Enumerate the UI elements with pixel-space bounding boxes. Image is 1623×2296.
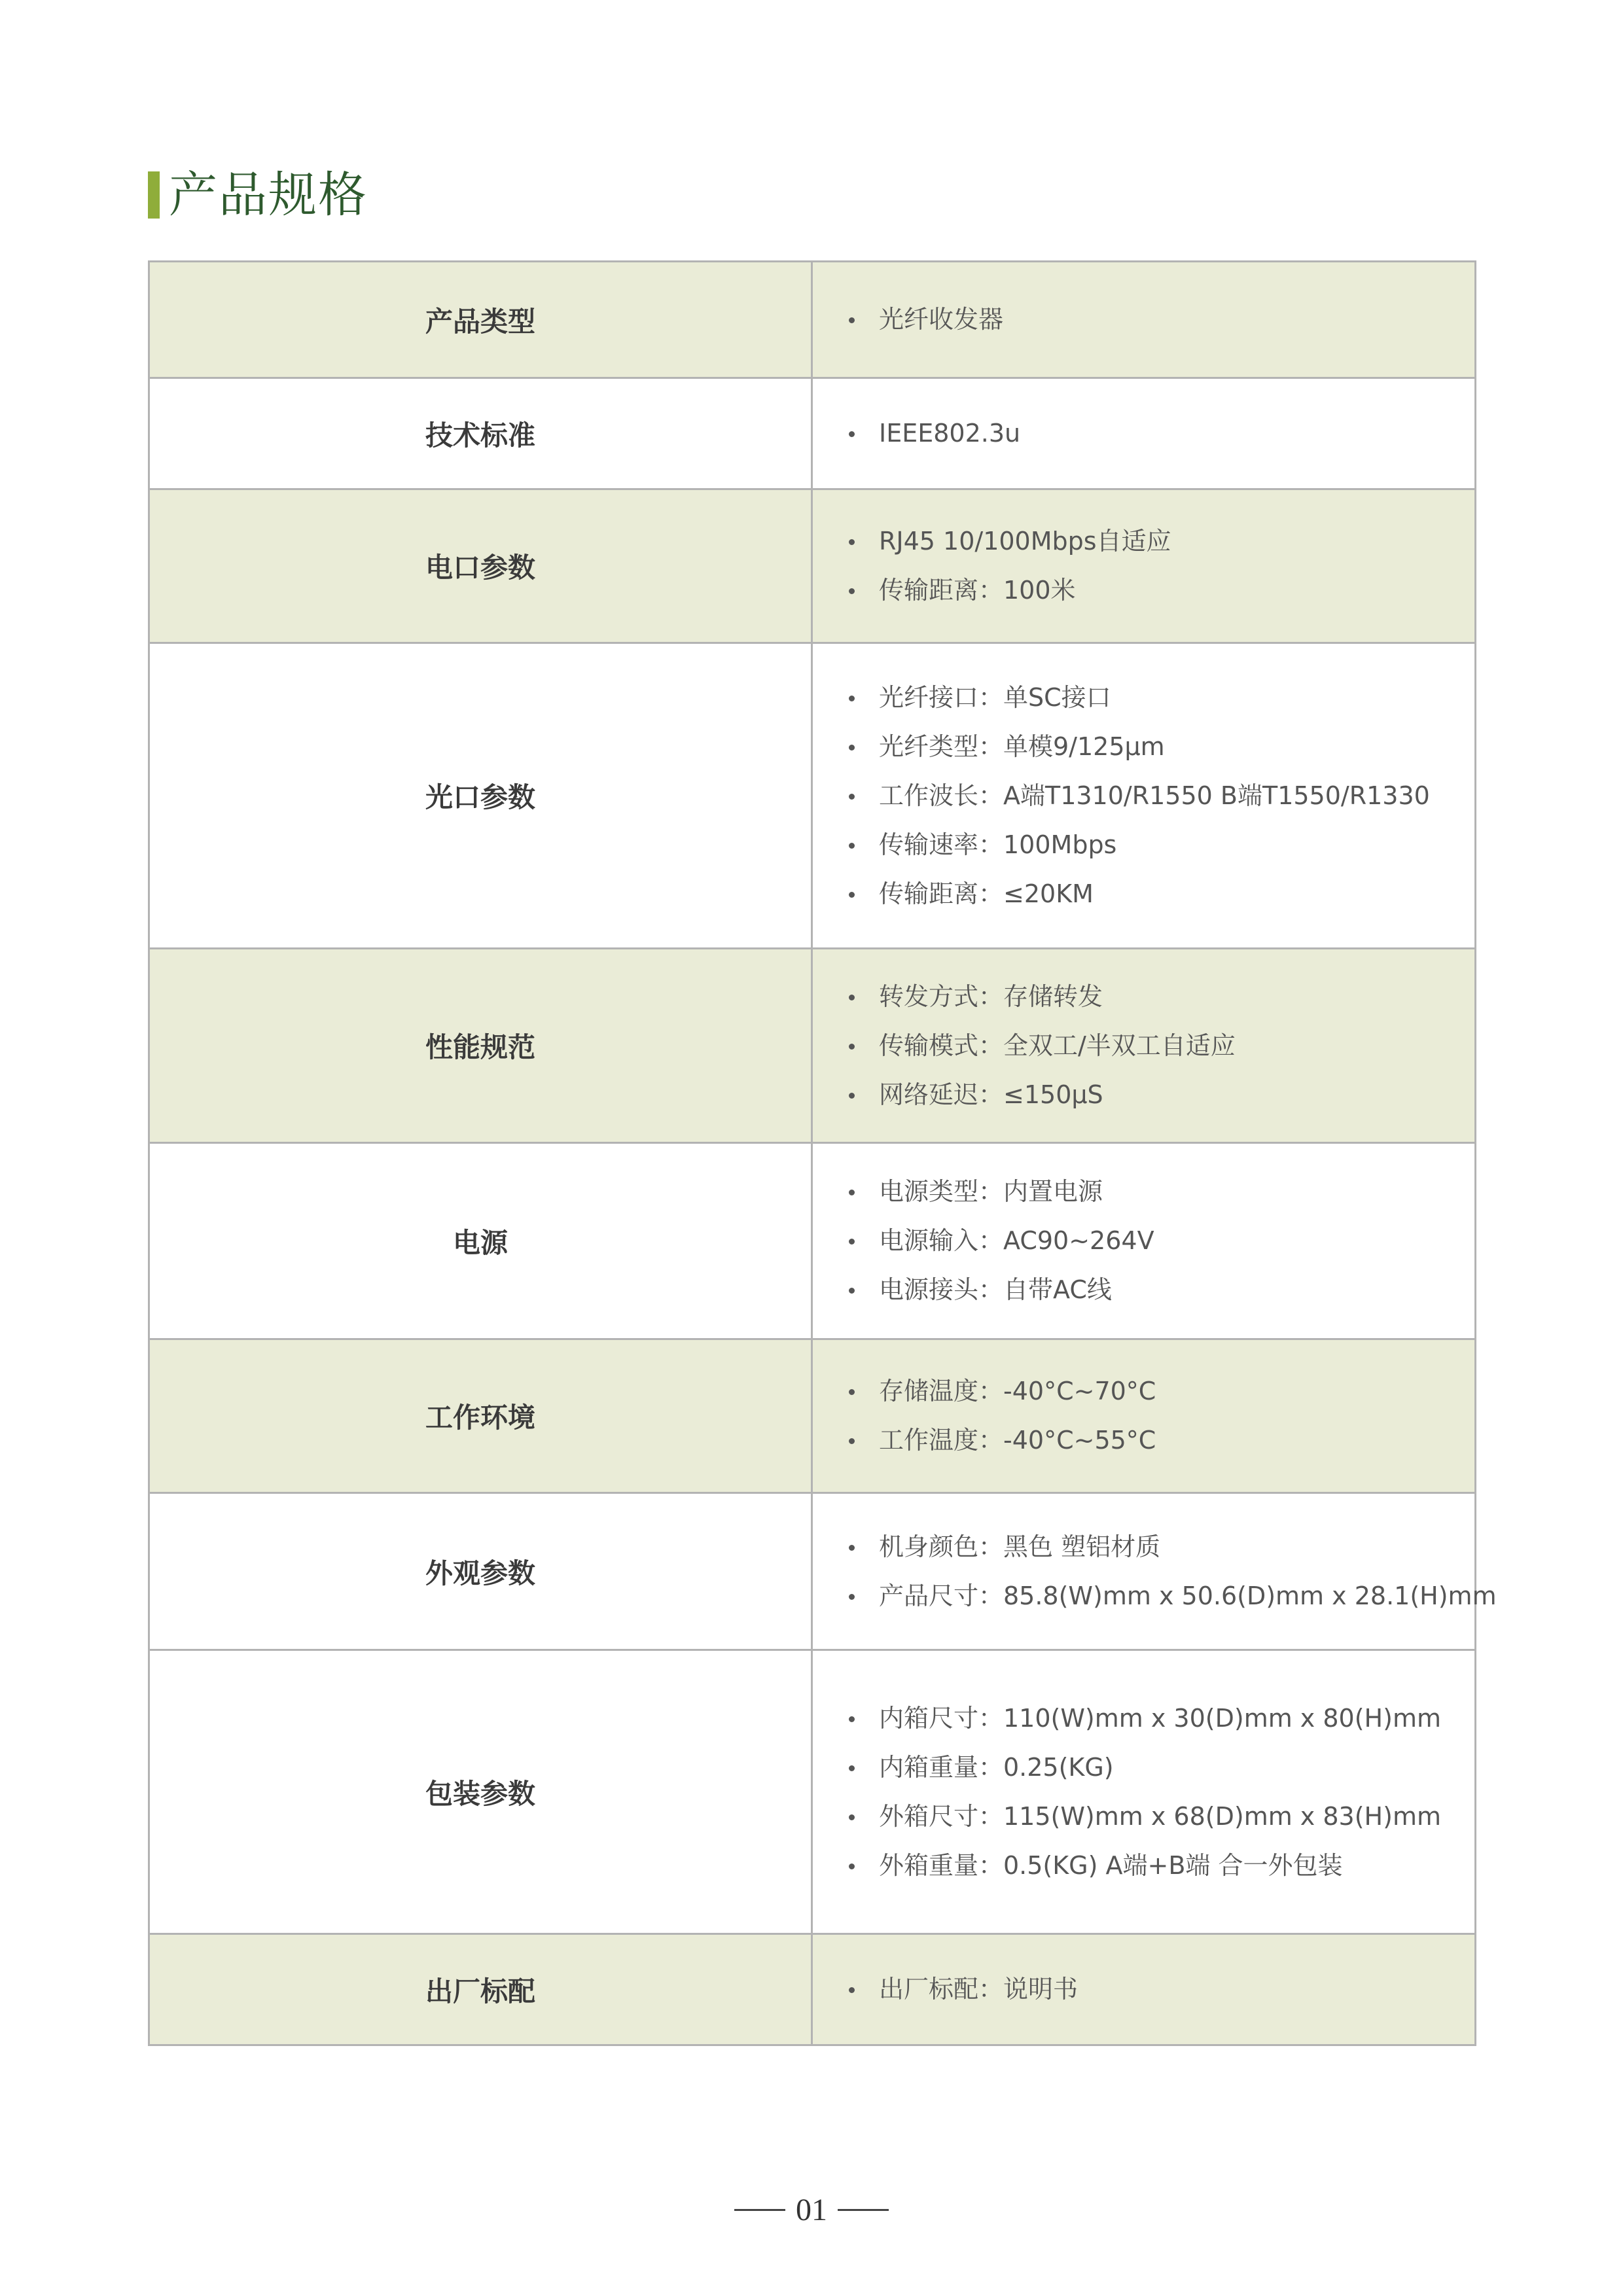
spec-row-product-type xyxy=(149,262,1476,378)
spec-row-standard xyxy=(149,378,1476,489)
spec-value: 传输速率：100Mbps xyxy=(849,821,1474,870)
spec-value: 传输距离：100米 xyxy=(849,566,1474,615)
spec-value: 内箱重量：0.25(KG) xyxy=(849,1743,1474,1792)
spec-values xyxy=(812,378,1476,489)
spec-value: 电源输入：AC90~264V xyxy=(849,1216,1474,1265)
spec-values xyxy=(812,262,1476,378)
spec-table xyxy=(148,260,1497,2046)
spec-values xyxy=(812,1143,1476,1339)
spec-row-performance xyxy=(149,949,1476,1143)
spec-row-optical-port xyxy=(149,643,1476,949)
spec-row-package-contents xyxy=(149,1934,1476,2045)
footer-rule-left xyxy=(734,2209,785,2211)
spec-value: 工作温度：-40°C~55°C xyxy=(849,1416,1474,1465)
spec-value: 光纤接口：单SC接口 xyxy=(849,673,1474,722)
spec-values xyxy=(812,489,1476,643)
spec-value: 产品尺寸：85.8(W)mm x 50.6(D)mm x 28.1(H)mm xyxy=(849,1572,1474,1621)
spec-row-power xyxy=(149,1143,1476,1339)
spec-values xyxy=(812,1493,1497,1650)
spec-value: 出厂标配：说明书 xyxy=(849,1965,1474,2014)
footer-rule-right xyxy=(838,2209,889,2211)
spec-label: 产品类型 xyxy=(149,262,812,378)
spec-value: 光纤收发器 xyxy=(849,295,1474,344)
spec-value: 转发方式：存储转发 xyxy=(849,972,1474,1021)
heading-accent-bar xyxy=(148,171,160,219)
spec-row-appearance xyxy=(149,1493,1476,1650)
spec-label: 工作环境 xyxy=(149,1339,812,1493)
spec-value: 传输距离：≤20KM xyxy=(849,870,1474,919)
spec-value: 电源接头：自带AC线 xyxy=(849,1265,1474,1315)
spec-value: 光纤类型：单模9/125μm xyxy=(849,722,1474,771)
spec-label: 技术标准 xyxy=(149,378,812,489)
spec-row-electrical-port xyxy=(149,489,1476,643)
spec-values xyxy=(812,1650,1476,1934)
spec-value: 内箱尺寸：110(W)mm x 30(D)mm x 80(H)mm xyxy=(849,1694,1474,1743)
spec-value: RJ45 10/100Mbps自适应 xyxy=(849,517,1474,566)
spec-label: 出厂标配 xyxy=(149,1934,812,2045)
spec-value: 工作波长：A端T1310/R1550 B端T1550/R1330 xyxy=(849,771,1474,821)
spec-value: 传输模式：全双工/半双工自适应 xyxy=(849,1021,1474,1070)
spec-row-packaging xyxy=(149,1650,1476,1934)
page-number: 01 xyxy=(796,2193,827,2227)
spec-label: 光口参数 xyxy=(149,643,812,949)
spec-label: 包装参数 xyxy=(149,1650,812,1934)
spec-row-environment xyxy=(149,1339,1476,1493)
spec-label: 电口参数 xyxy=(149,489,812,643)
spec-values xyxy=(812,949,1476,1143)
spec-values xyxy=(812,1934,1476,2045)
spec-value: 外箱重量：0.5(KG) A端+B端 合一外包装 xyxy=(849,1841,1474,1890)
section-heading xyxy=(148,169,368,221)
spec-label: 外观参数 xyxy=(149,1493,812,1650)
spec-values xyxy=(812,1339,1476,1493)
spec-values xyxy=(812,643,1476,949)
spec-value: 电源类型：内置电源 xyxy=(849,1167,1474,1216)
page-footer xyxy=(0,2192,1623,2228)
spec-value: 存储温度：-40°C~70°C xyxy=(849,1367,1474,1416)
spec-value: 网络延迟：≤150μS xyxy=(849,1070,1474,1120)
page-title: 产品规格 xyxy=(169,167,368,223)
spec-value: IEEE802.3u xyxy=(849,409,1474,458)
spec-label: 性能规范 xyxy=(149,949,812,1143)
spec-value: 外箱尺寸：115(W)mm x 68(D)mm x 83(H)mm xyxy=(849,1792,1474,1841)
spec-label: 电源 xyxy=(149,1143,812,1339)
spec-value: 机身颜色：黑色 塑铝材质 xyxy=(849,1523,1474,1572)
